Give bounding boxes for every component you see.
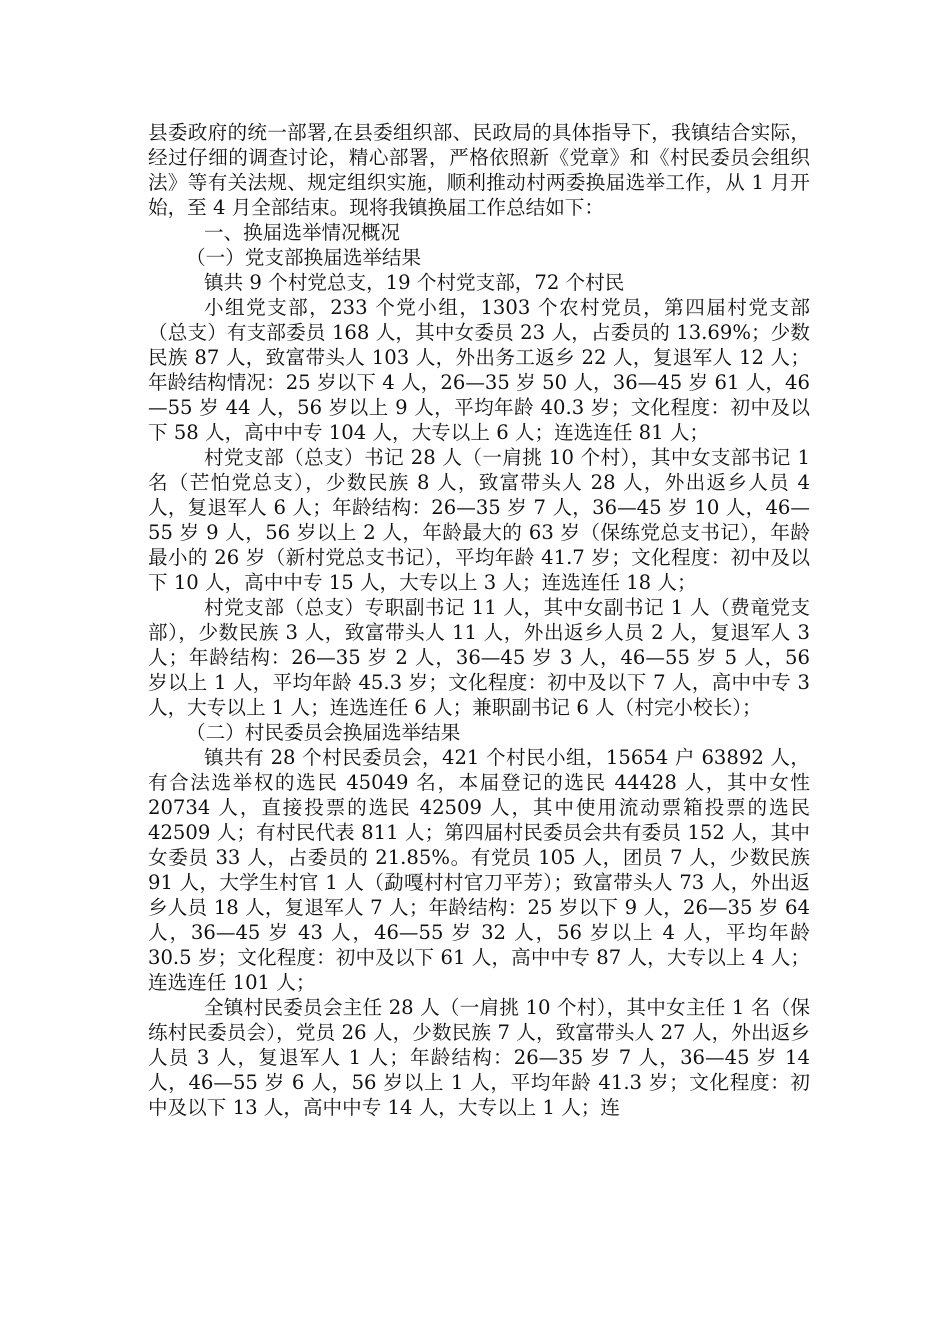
document-page: [148, 120, 810, 1120]
intro-paragraph: 县委政府的统一部署,在县委组织部、民政局的具体指导下，我镇结合实际，经过仔细的调查讨论，精心部署，严格依照新《党章》和《村民委员会组织法》等有关法规、规定组织实施，顺利推动村两委换届选举工作，从 1 月开始，至 4 月全部结束。现将我镇换届工作总结如下：: [148, 121, 810, 219]
subsection-heading-villagers: （二）村民委员会换届选举结果: [186, 721, 461, 744]
party-deputy-secretary-paragraph: 村党支部（总支）专职副书记 11 人，其中女副书记 1 人（费竜党支部），少数民族 3 人，致富带头人 11 人，外出返乡人员 2 人，复退军人 3 人；年龄结构：26—35 岁 2 人，36—45 岁 3 人，46—55 岁 5 人，56 岁以上 1 人，平均年龄 45.3 岁；文化程度：初中及以下 7 人，高中中专 3 人，大专以上 1 人；连选连任 6 人；兼职副书记 6 人（村完小校长）；: [148, 596, 810, 719]
villager-director-paragraph: 全镇村民委员会主任 28 人（一肩挑 10 个村），其中女主任 1 名（保练村民委员会），党员 26 人，少数民族 7 人，致富带头人 27 人，外出返乡人员 3 人，复退军人 1 人；年龄结构：26—35 岁 7 人，36—45 岁 14 人，46—55 岁 6 人，56 岁以上 1 人，平均年龄 41.3 岁；文化程度：初中及以下 13 人，高中中专 14 人，大专以上 1 人；连: [148, 996, 810, 1119]
party-branch-count-paragraph: 镇共 9 个村党总支，19 个村党支部，72 个村民: [204, 271, 625, 294]
subsection-heading-party: （一）党支部换届选举结果: [186, 246, 422, 269]
party-secretary-paragraph: 村党支部（总支）书记 28 人（一肩挑 10 个村），其中女支部书记 1 名（芒怕党总支），少数民族 8 人，致富带头人 28 人，外出返乡人员 4 人，复退军人 6 人；年龄结构：26—35 岁 7 人，36—45 岁 10 人，46—55 岁 9 人，56 岁以上 2 人，年龄最大的 63 岁（保练党总支书记），年龄最小的 26 岁（新村党总支书记），平均年龄 41.7 岁；文化程度：初中及以下 10 人，高中中专 15 人，大专以上 3 人；连选连任 18 人；: [148, 446, 810, 594]
section-heading-1: 一、换届选举情况概况: [204, 221, 400, 244]
party-committee-paragraph: 小组党支部，233 个党小组，1303 个农村党员，第四届村党支部（总支）有支部委员 168 人，其中女委员 23 人，占委员的 13.69%；少数民族 87 人，致富带头人 103 人，外出务工返乡 22 人，复退军人 12 人；年龄结构情况：25 岁以下 4 人，26—35 岁 50 人，36—45 岁 61 人，46—55 岁 44 人，56 岁以上 9 人，平均年龄 40.3 岁；文化程度：初中及以下 58 人，高中中专 104 人，大专以上 6 人；连选连任 81 人；: [148, 296, 810, 444]
villager-committee-paragraph: 镇共有 28 个村民委员会，421 个村民小组，15654 户 63892 人，有合法选举权的选民 45049 名，本届登记的选民 44428 人，其中女性 20734 人，直接投票的选民 42509 人，其中使用流动票箱投票的选民 42509 人；有村民代表 811 人；第四届村民委员会共有委员 152 人，其中女委员 33 人，占委员的 21.85%。有党员 105 人，团员 7 人，少数民族 91 人，大学生村官 1 人（勐嘎村村官刀平芳）；致富带头人 73 人，外出返乡人员 18 人，复退军人 7 人；年龄结构：25 岁以下 9 人，26—35 岁 64 人，36—45 岁 43 人，46—55 岁 32 人，56 岁以上 4 人，平均年龄 30.5 岁；文化程度：初中及以下 61 人，高中中专 87 人，大专以上 4 人；连选连任 101 人；: [148, 746, 810, 994]
